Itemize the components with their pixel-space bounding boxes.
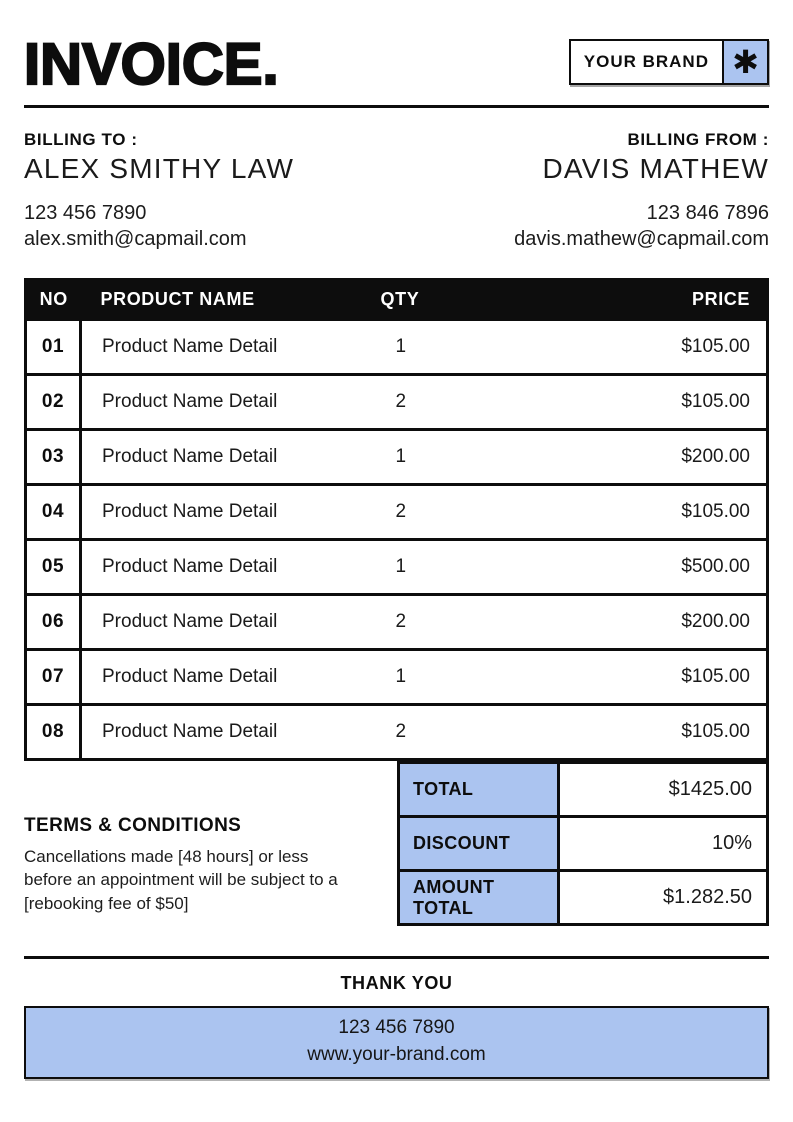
items-table-header [26, 280, 768, 320]
footer-phone: 123 456 7890 [338, 1017, 455, 1038]
page-title: INVOICE. [24, 32, 279, 97]
table-row [26, 485, 768, 540]
table-row [26, 375, 768, 430]
totals-table [397, 761, 769, 926]
billing-to-label: BILLING TO : [24, 130, 138, 149]
billing-from-contact [514, 200, 769, 252]
qty-cell: 1 [381, 650, 546, 705]
qty-cell: 2 [381, 595, 546, 650]
billing-from-block [514, 130, 769, 252]
table-row [26, 540, 768, 595]
row-number-cell: 05 [26, 540, 81, 595]
table-row [26, 595, 768, 650]
product-name-cell: Product Name Detail [81, 705, 381, 760]
product-name-cell: Product Name Detail [81, 595, 381, 650]
billing-to-contact [24, 200, 294, 252]
qty-cell: 1 [381, 430, 546, 485]
row-number-cell: 06 [26, 595, 81, 650]
product-name-cell: Product Name Detail [81, 650, 381, 705]
product-name-cell: Product Name Detail [81, 485, 381, 540]
footer-divider [24, 956, 769, 959]
terms-heading: TERMS & CONDITIONS [24, 815, 242, 836]
total-value: $1425.00 [559, 763, 768, 817]
billing-section [24, 130, 769, 252]
items-table [24, 278, 769, 761]
row-number-cell: 01 [26, 320, 81, 375]
price-cell: $105.00 [546, 650, 768, 705]
price-cell: $200.00 [546, 595, 768, 650]
product-name-cell: Product Name Detail [81, 320, 381, 375]
footer-contact-box [24, 1006, 769, 1079]
row-number-cell: 08 [26, 705, 81, 760]
terms-block [24, 761, 397, 915]
header [24, 26, 769, 98]
thank-you-text: THANK YOU [340, 973, 453, 993]
qty-cell: 1 [381, 540, 546, 595]
discount-row [399, 817, 768, 871]
footer-website: www.your-brand.com [307, 1043, 486, 1065]
row-number-cell: 04 [26, 485, 81, 540]
table-row [26, 320, 768, 375]
billing-from-name: DAVIS MATHEW [542, 153, 769, 184]
column-header-qty: QTY [381, 280, 546, 320]
column-header-product: PRODUCT NAME [81, 280, 381, 320]
column-header-price: PRICE [546, 280, 768, 320]
brand-badge [569, 39, 769, 85]
table-row [26, 650, 768, 705]
amount-total-row [399, 871, 768, 925]
row-number-cell: 03 [26, 430, 81, 485]
price-cell: $105.00 [546, 705, 768, 760]
column-header-no: NO [26, 280, 81, 320]
qty-cell: 1 [381, 320, 546, 375]
row-number-cell: 02 [26, 375, 81, 430]
billing-to-name: ALEX SMITHY LAW [24, 153, 295, 184]
billing-from-label: BILLING FROM : [627, 130, 769, 149]
asterisk-icon: ✱ [722, 41, 767, 83]
qty-cell: 2 [381, 375, 546, 430]
table-row [26, 430, 768, 485]
total-label: TOTAL [399, 763, 559, 817]
table-row [26, 705, 768, 760]
billing-from-email: davis.mathew@capmail.com [514, 228, 769, 250]
summary-section [24, 761, 769, 926]
terms-body: Cancellations made [48 hours] or less before an appointment will be subject to a [rebooking fee of $50] [24, 847, 338, 913]
billing-to-phone: 123 456 7890 [24, 202, 147, 224]
brand-name: YOUR BRAND [571, 41, 722, 83]
product-name-cell: Product Name Detail [81, 375, 381, 430]
billing-from-phone: 123 846 7896 [646, 202, 769, 224]
price-cell: $200.00 [546, 430, 768, 485]
qty-cell: 2 [381, 705, 546, 760]
discount-label: DISCOUNT [399, 817, 559, 871]
price-cell: $105.00 [546, 485, 768, 540]
amount-total-value: $1.282.50 [559, 871, 768, 925]
row-number-cell: 07 [26, 650, 81, 705]
price-cell: $105.00 [546, 375, 768, 430]
qty-cell: 2 [381, 485, 546, 540]
total-row [399, 763, 768, 817]
price-cell: $105.00 [546, 320, 768, 375]
price-cell: $500.00 [546, 540, 768, 595]
billing-to-email: alex.smith@capmail.com [24, 228, 247, 250]
amount-total-label: AMOUNT TOTAL [399, 871, 559, 925]
discount-value: 10% [559, 817, 768, 871]
product-name-cell: Product Name Detail [81, 540, 381, 595]
header-divider [24, 105, 769, 108]
billing-to-block [24, 130, 294, 252]
product-name-cell: Product Name Detail [81, 430, 381, 485]
